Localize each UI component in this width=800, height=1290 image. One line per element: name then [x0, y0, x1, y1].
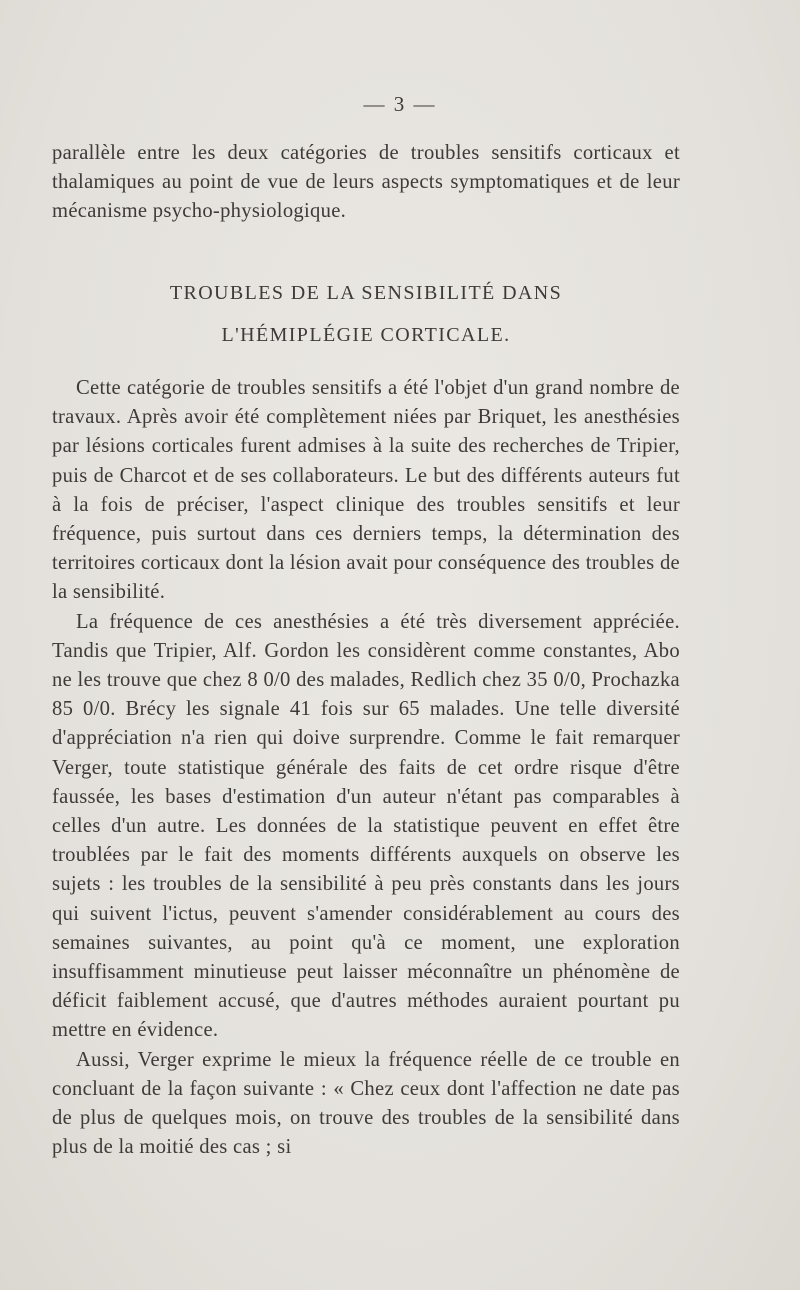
section-heading-line-1: TROUBLES DE LA SENSIBILITÉ DANS	[169, 282, 563, 304]
paragraph: Aussi, Verger exprime le mieux la fréquence réelle de ce trouble en concluant de la façon suivante : « Chez ceux dont l'affection ne date pas de plus de quelques mois, on trouve des troubles de la sensibilité dans plus de la moitié des cas ; si	[52, 1048, 680, 1159]
body-text	[52, 374, 680, 1162]
paragraph: Cette catégorie de troubles sensitifs a été l'objet d'un grand nombre de travaux. Après avoir été complètement niées par Briquet, les anesthésies par lésions corticales furent admises à la suite des recherches de Tripier, puis de Charcot et de ses collaborateurs. Le but des différents auteurs fut à la fois de préciser, l'aspect clinique des troubles sensitifs et leur fréquence, puis surtout dans ces derniers temps, la détermination des territoires corticaux dont la lésion avait pour conséquence des troubles de la sensibilité.	[52, 377, 680, 604]
paragraph: La fréquence de ces anesthésies a été très diversement appréciée. Tandis que Tripier, Alf. Gordon les considèrent comme constantes, Abo ne les trouve que chez 8 0/0 des malades, Redlich chez 35 0/0, Prochazka 85 0/0. Brécy les signale 41 fois sur 65 malades. Une telle diversité d'appréciation n'a rien qui doive surprendre. Comme le fait remarquer Verger, toute statistique générale des faits de cet ordre risque d'être faussée, les bases d'estimation d'un auteur n'étant pas comparables à celles d'un autre. Les données de la statistique peuvent en effet être troublées par le fait des moments différents auxquels on observe les sujets : les troubles de la sensibilité à peu près constants dans les jours qui suivent l'ictus, peuvent s'amender considérablement au cours des semaines suivantes, au point qu'à ce moment, une exploration insuffisamment minutieuse peut laisser méconnaître un phénomène de déficit faiblement accusé, que d'autres méthodes auraient pourtant pu mettre en évidence.	[52, 610, 680, 1042]
page-number: — 3 —	[363, 92, 437, 116]
section-heading-line-2: L'HÉMIPLÉGIE CORTICALE.	[221, 324, 511, 346]
intro-paragraph: parallèle entre les deux catégories de troubles sensitifs corticaux et thalamiques au point de vue de leurs aspects symptomatiques et de leur mécanisme psycho-physiologique.	[52, 142, 680, 223]
